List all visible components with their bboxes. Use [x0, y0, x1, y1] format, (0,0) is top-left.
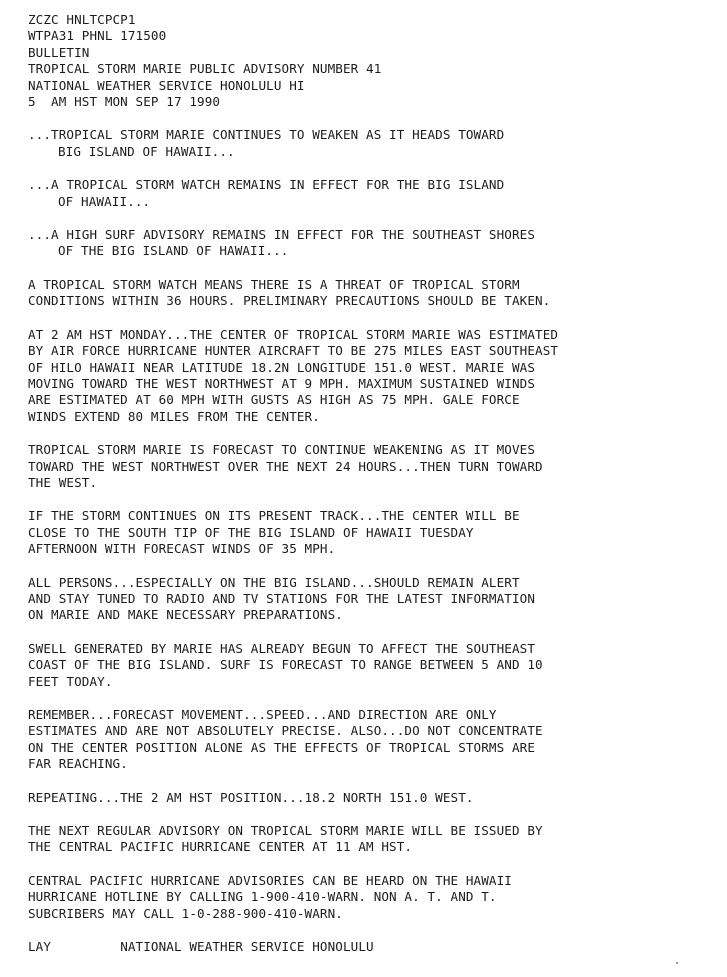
- forecaster-initials: LAY: [28, 939, 52, 955]
- signoff: [28, 939, 723, 955]
- text-line: TROPICAL STORM MARIE IS FORECAST TO CONTINUE WEAKENING AS IT MOVES: [28, 442, 536, 458]
- advisory-title: TROPICAL STORM MARIE PUBLIC ADVISORY NUMBER 41: [28, 61, 382, 77]
- text-line: ON MARIE AND MAKE NECESSARY PREPARATIONS.: [28, 607, 343, 623]
- stray-mark: [676, 962, 678, 964]
- text-line: ON THE CENTER POSITION ALONE AS THE EFFECTS OF TROPICAL STORMS ARE: [28, 739, 536, 755]
- text-line: CLOSE TO THE SOUTH TIP OF THE BIG ISLAND OF HAWAII TUESDAY: [28, 524, 474, 540]
- text-line: ARE ESTIMATED AT 60 MPH WITH GUSTS AS HIGH AS 75 MPH. GALE FORCE: [28, 392, 520, 408]
- header-line: WTPA31 PHNL 171500: [28, 28, 167, 44]
- text-line: THE CENTRAL PACIFIC HURRICANE CENTER AT 11 AM HST.: [28, 839, 413, 855]
- paragraph-forecast: [28, 442, 723, 491]
- paragraph-hotline: [28, 873, 723, 922]
- headline-line: BIG ISLAND OF HAWAII...: [58, 143, 235, 159]
- headline: [28, 127, 723, 160]
- paragraph-storm-position: [28, 327, 723, 425]
- paragraph-alert: [28, 575, 723, 624]
- text-line: ALL PERSONS...ESPECIALLY ON THE BIG ISLAND...SHOULD REMAIN ALERT: [28, 574, 520, 590]
- text-line: BY AIR FORCE HURRICANE HUNTER AIRCRAFT TO BE 275 MILES EAST SOUTHEAST: [28, 343, 559, 359]
- header-line: ZCZC HNLTCPCP1: [28, 12, 136, 27]
- advisory-document: [28, 12, 723, 955]
- text-line: A TROPICAL STORM WATCH MEANS THERE IS A THREAT OF TROPICAL STORM: [28, 276, 520, 292]
- headline: [28, 227, 723, 260]
- issue-time: 5 AM HST MON SEP 17 1990: [28, 94, 221, 110]
- text-line: CONDITIONS WITHIN 36 HOURS. PRELIMINARY PRECAUTIONS SHOULD BE TAKEN.: [28, 293, 551, 309]
- text-line: REMEMBER...FORECAST MOVEMENT...SPEED...AND DIRECTION ARE ONLY: [28, 707, 497, 722]
- text-line: MOVING TOWARD THE WEST NORTHWEST AT 9 MPH. MAXIMUM SUSTAINED WINDS: [28, 375, 536, 391]
- text-line: WINDS EXTEND 80 MILES FROM THE CENTER.: [28, 408, 320, 424]
- text-line: OF HILO HAWAII NEAR LATITUDE 18.2N LONGITUDE 151.0 WEST. MARIE WAS: [28, 359, 536, 375]
- headline-line: OF THE BIG ISLAND OF HAWAII...: [58, 243, 289, 259]
- headline-line: ...A HIGH SURF ADVISORY REMAINS IN EFFECT FOR THE SOUTHEAST SHORES: [28, 227, 536, 243]
- paragraph-track: [28, 508, 723, 557]
- text-line: AND STAY TUNED TO RADIO AND TV STATIONS FOR THE LATEST INFORMATION: [28, 590, 536, 606]
- text-line: THE WEST.: [28, 474, 98, 490]
- headline-line: OF HAWAII...: [58, 193, 151, 209]
- headline-line: ...TROPICAL STORM MARIE CONTINUES TO WEAKEN AS IT HEADS TOWARD: [28, 127, 505, 143]
- headline: [28, 177, 723, 210]
- paragraph-watch-definition: [28, 277, 723, 310]
- bulletin-header: [28, 12, 723, 110]
- text-line: TOWARD THE WEST NORTHWEST OVER THE NEXT 24 HOURS...THEN TURN TOWARD: [28, 458, 543, 474]
- headline-line: ...A TROPICAL STORM WATCH REMAINS IN EFFECT FOR THE BIG ISLAND: [28, 177, 505, 193]
- paragraph-repeating: [28, 790, 723, 806]
- header-line: BULLETIN: [28, 44, 90, 60]
- signoff-office: NATIONAL WEATHER SERVICE HONOLULU: [120, 939, 374, 955]
- text-line: REPEATING...THE 2 AM HST POSITION...18.2 NORTH 151.0 WEST.: [28, 789, 474, 805]
- text-line: FEET TODAY.: [28, 673, 113, 689]
- text-line: AFTERNOON WITH FORECAST WINDS OF 35 MPH.: [28, 541, 336, 557]
- text-line: SWELL GENERATED BY MARIE HAS ALREADY BEGUN TO AFFECT THE SOUTHEAST: [28, 640, 536, 656]
- issuing-office: NATIONAL WEATHER SERVICE HONOLULU HI: [28, 77, 305, 93]
- paragraph-surf: [28, 641, 723, 690]
- text-line: ESTIMATES AND ARE NOT ABSOLUTELY PRECISE. ALSO...DO NOT CONCENTRATE: [28, 723, 543, 739]
- text-line: FAR REACHING.: [28, 756, 128, 772]
- text-line: IF THE STORM CONTINUES ON ITS PRESENT TRACK...THE CENTER WILL BE: [28, 508, 520, 524]
- paragraph-reminder: [28, 707, 723, 773]
- text-line: SUBCRIBERS MAY CALL 1-0-288-900-410-WARN.: [28, 905, 343, 921]
- text-line: HURRICANE HOTLINE BY CALLING 1-900-410-WARN. NON A. T. AND T.: [28, 889, 497, 905]
- text-line: COAST OF THE BIG ISLAND. SURF IS FORECAST TO RANGE BETWEEN 5 AND 10: [28, 657, 543, 673]
- paragraph-next-advisory: [28, 823, 723, 856]
- text-line: THE NEXT REGULAR ADVISORY ON TROPICAL STORM MARIE WILL BE ISSUED BY: [28, 823, 543, 839]
- text-line: CENTRAL PACIFIC HURRICANE ADVISORIES CAN BE HEARD ON THE HAWAII: [28, 872, 512, 888]
- text-line: AT 2 AM HST MONDAY...THE CENTER OF TROPICAL STORM MARIE WAS ESTIMATED: [28, 326, 559, 342]
